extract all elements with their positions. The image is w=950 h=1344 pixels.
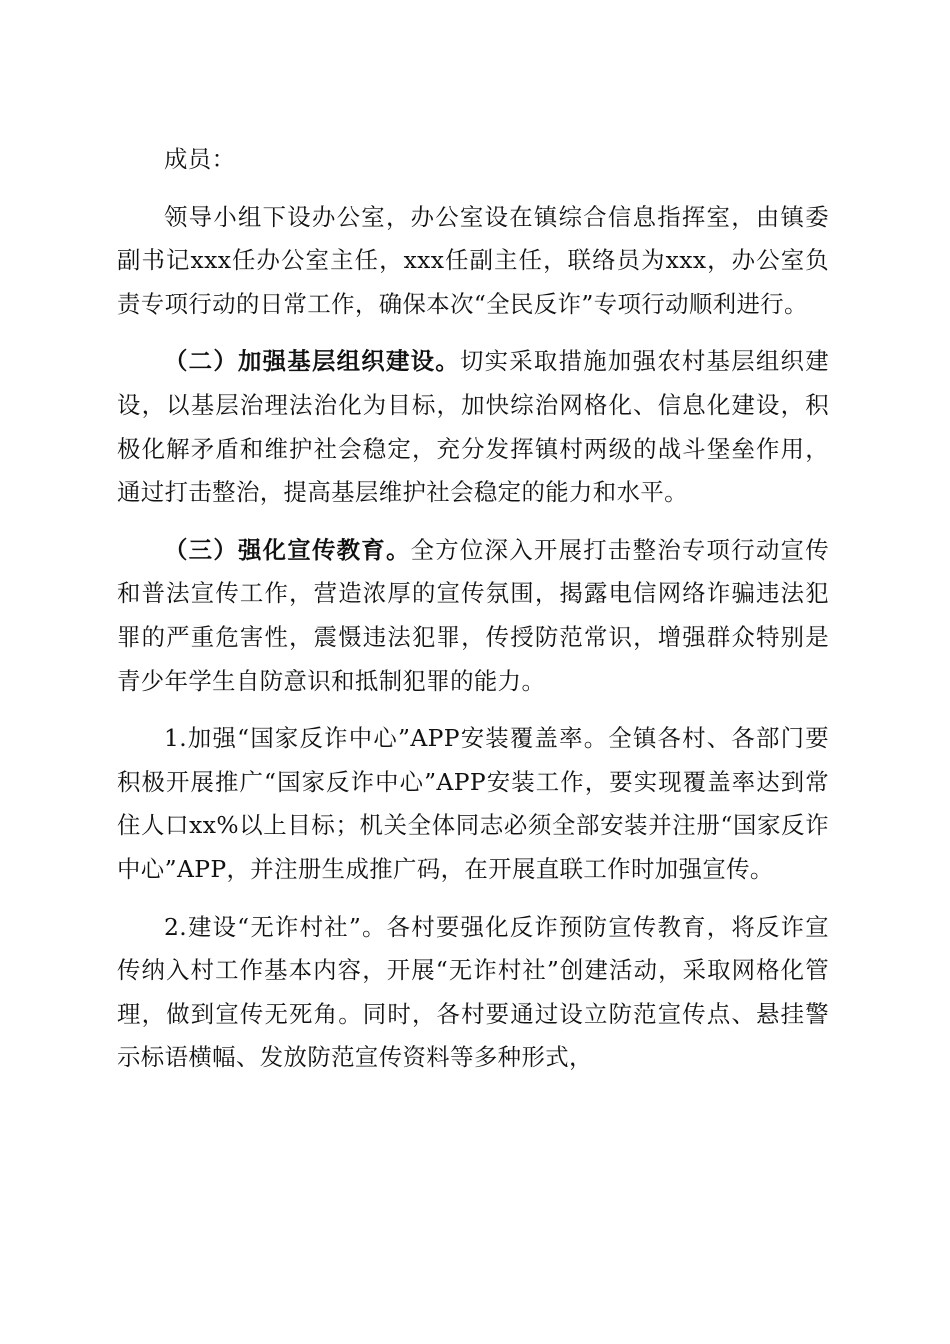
section-3-heading: （三）强化宣传教育。: [164, 535, 411, 564]
paragraph-section-2: [117, 340, 829, 514]
paragraph-office: 领导小组下设办公室，办公室设在镇综合信息指挥室，由镇委副书记xxx任办公室主任，xxx任副主任，联络员为xxx，办公室负责专项行动的日常工作，确保本次“全民反诈”专项行动顺利进行。: [117, 202, 829, 318]
document-body: [117, 138, 829, 1080]
paragraph-item-1: 1.加强“国家反诈中心”APP安装覆盖率。全镇各村、各部门要积极开展推广“国家反诈中心”APP安装工作，要实现覆盖率达到常住人口xx%以上目标；机关全体同志必须全部安装并注册“国家反诈中心”APP，并注册生成推广码，在开展直联工作时加强宣传。: [117, 724, 829, 883]
paragraph-section-3: [117, 529, 829, 703]
paragraph-item-2: 2.建设“无诈村社”。各村要强化反诈预防宣传教育，将反诈宣传纳入村工作基本内容，开展“无诈村社”创建活动，采取网格化管理，做到宣传无死角。同时，各村要通过设立防范宣传点、悬挂警示标语横幅、发放防范宣传资料等多种形式，: [117, 912, 829, 1072]
section-2-heading: （二）加强基层组织建设。: [164, 347, 460, 376]
section-2-text: 切实采取措施加强农村基层组织建设，以基层治理法治化为目标，加快综治网格化、信息化建设，积极化解矛盾和维护社会稳定，充分发挥镇村两级的战斗堡垒作用，通过打击整治，提高基层维护社会稳定的能力和水平。: [117, 347, 829, 507]
section-3-text: 全方位深入开展打击整治专项行动宣传和普法宣传工作，营造浓厚的宣传氛围，揭露电信网络诈骗违法犯罪的严重危害性，震慑违法犯罪，传授防范常识，增强群众特别是青少年学生自防意识和抵制犯罪的能力。: [117, 535, 829, 695]
paragraph-members: 成员：: [164, 145, 236, 173]
